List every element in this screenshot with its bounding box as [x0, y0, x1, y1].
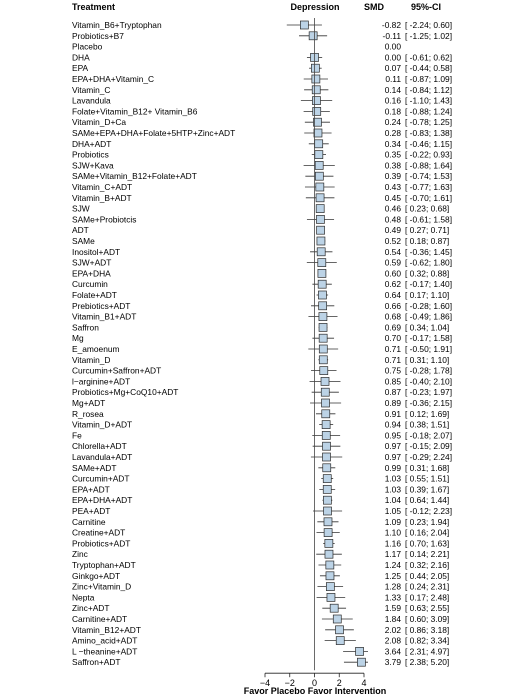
row-ci: [ -1.10; 1.43] — [405, 95, 453, 106]
row-label: Amino_acid+ADT — [72, 635, 138, 646]
row-smd: 3.79 — [384, 657, 401, 668]
row-ci: [ -0.15; 2.09] — [405, 441, 453, 452]
row-label: Lavandula+ADT — [72, 452, 133, 462]
row-label: Vitamin_B1+ADT — [72, 311, 137, 322]
row-label: Saffron+ADT — [72, 657, 121, 668]
x-tick-label: −4 — [259, 678, 271, 689]
row-label: Vitamin_B6+Tryptophan — [72, 20, 162, 30]
row-ci: [ -0.36; 2.15] — [405, 398, 453, 408]
row-smd: 3.64 — [384, 646, 401, 657]
point-estimate-box — [314, 129, 322, 137]
point-estimate-box — [315, 140, 323, 148]
row-ci: [ -0.18; 2.07] — [405, 430, 453, 441]
point-estimate-box — [335, 626, 343, 634]
point-estimate-box — [317, 248, 325, 256]
row-ci: [ 2.38; 5.20] — [405, 657, 450, 668]
row-ci: [ 0.32; 0.88] — [405, 268, 450, 279]
row-smd: 0.14 — [384, 84, 401, 95]
row-smd: 0.69 — [384, 322, 401, 333]
row-label: Fe — [72, 430, 82, 441]
row-smd: 0.91 — [384, 408, 401, 419]
point-estimate-box — [323, 496, 331, 504]
point-estimate-box — [319, 313, 327, 321]
row-ci: [ 0.39; 1.67] — [405, 484, 450, 495]
point-estimate-box — [318, 259, 326, 267]
point-estimate-box — [312, 75, 320, 83]
row-label: SJW — [72, 203, 90, 214]
point-estimate-box — [315, 172, 323, 180]
row-smd: 0.43 — [384, 182, 401, 192]
row-smd: 0.62 — [384, 279, 401, 290]
row-ci: [ -0.40; 2.10] — [405, 376, 453, 387]
row-label: Carnitine — [72, 516, 106, 527]
row-ci: [ 0.14; 2.21] — [405, 549, 450, 560]
row-smd: 0.24 — [384, 117, 401, 128]
row-label: L −theanine+ADT — [72, 646, 138, 657]
point-estimate-box — [326, 561, 334, 569]
point-estimate-box — [336, 637, 344, 645]
row-ci: [ -0.83; 1.38] — [405, 128, 453, 138]
point-estimate-box — [318, 269, 326, 277]
row-ci: [ 0.38; 1.51] — [405, 419, 450, 430]
row-smd: 0.89 — [384, 398, 401, 408]
row-smd: 0.49 — [384, 225, 401, 236]
point-estimate-box — [317, 237, 325, 245]
row-label: Prebiotics+ADT — [72, 300, 131, 311]
row-label: DHA+ADT — [72, 138, 112, 149]
row-ci: [ 0.64; 1.44] — [405, 495, 450, 506]
row-label: SAMe+EPA+DHA+Folate+5HTP+Zinc+ADT — [72, 128, 236, 138]
row-ci: [ -0.49; 1.86] — [405, 311, 453, 322]
point-estimate-box — [311, 64, 319, 72]
row-ci: [ 0.60; 3.09] — [405, 614, 450, 624]
row-smd: 0.60 — [384, 268, 401, 279]
row-ci: [ 0.34; 1.04] — [405, 322, 450, 333]
row-smd: 0.75 — [384, 365, 401, 376]
row-label: l−arginine+ADT — [72, 376, 131, 387]
row-label: Folate+ADT — [72, 290, 117, 300]
row-smd: 0.39 — [384, 171, 401, 182]
row-smd: 1.16 — [384, 538, 401, 549]
row-label: Vitamin_B12+ADT — [72, 624, 141, 635]
row-label: Probiotics — [72, 149, 109, 160]
row-label: Vitamin_D — [72, 354, 111, 365]
row-smd: 0.97 — [384, 441, 401, 452]
row-smd: 0.71 — [384, 344, 401, 354]
row-ci: [ -0.78; 1.25] — [405, 117, 453, 128]
point-estimate-box — [320, 367, 328, 375]
row-smd: 1.84 — [384, 614, 401, 624]
row-label: E_amoenum — [72, 344, 120, 354]
point-estimate-box — [322, 431, 330, 439]
point-estimate-box — [330, 604, 338, 612]
row-label: Vitamin_B+ADT — [72, 192, 132, 203]
row-smd: 0.46 — [384, 203, 401, 214]
row-smd: 0.95 — [384, 430, 401, 441]
row-ci: [ 0.86; 3.18] — [405, 624, 450, 635]
row-ci: [ -1.25; 1.02] — [405, 30, 453, 41]
row-label: EPA+DHA — [72, 268, 111, 279]
row-smd: 0.00 — [384, 41, 401, 52]
point-estimate-box — [315, 161, 323, 169]
row-label: Mg — [72, 333, 84, 344]
row-label: Chlorella+ADT — [72, 441, 127, 452]
point-estimate-box — [357, 658, 365, 666]
row-smd: 0.94 — [384, 419, 401, 430]
row-ci: [ -0.61; 1.58] — [405, 214, 453, 225]
row-ci: [ -0.12; 2.23] — [405, 506, 453, 516]
axis-footer: Favor Placebo Favor Intervention — [243, 686, 387, 696]
row-smd: 1.10 — [384, 527, 401, 538]
row-ci: [ 0.31; 1.10] — [405, 354, 450, 365]
row-label: DHA — [72, 52, 90, 63]
row-label: Saffron — [72, 322, 99, 333]
point-estimate-box — [321, 377, 329, 385]
point-estimate-box — [333, 615, 341, 623]
row-smd: 1.28 — [384, 581, 401, 592]
row-label: Lavandula — [72, 95, 111, 106]
row-label: ADT — [72, 225, 89, 236]
point-estimate-box — [324, 529, 332, 537]
point-estimate-box — [324, 518, 332, 526]
row-label: Tryptophan+ADT — [72, 560, 136, 570]
row-smd: 1.25 — [384, 570, 401, 581]
row-ci: [ 0.17; 2.48] — [405, 592, 450, 603]
row-ci: [ 0.55; 1.51] — [405, 473, 450, 484]
point-estimate-box — [319, 334, 327, 342]
row-smd: 0.87 — [384, 387, 401, 398]
row-smd: -0.11 — [382, 30, 401, 41]
row-label: Zinc — [72, 549, 88, 560]
row-ci: [ -0.88; 1.64] — [405, 160, 453, 171]
point-estimate-box — [325, 550, 333, 558]
row-smd: 2.02 — [384, 624, 401, 635]
row-ci: [ 0.63; 2.55] — [405, 603, 450, 614]
row-smd: 1.59 — [384, 603, 401, 614]
row-ci: [ -0.29; 2.24] — [405, 452, 453, 462]
point-estimate-box — [313, 107, 321, 115]
row-ci: [ -0.50; 1.91] — [405, 344, 453, 354]
point-estimate-box — [318, 280, 326, 288]
row-smd: 0.68 — [384, 311, 401, 322]
row-label: Mg+ADT — [72, 398, 106, 408]
point-estimate-box — [318, 291, 326, 299]
row-ci: [ -2.24; 0.60] — [405, 20, 453, 30]
row-label: EPA — [72, 63, 89, 74]
row-smd: 0.07 — [384, 63, 401, 74]
row-ci: [ -0.74; 1.53] — [405, 171, 453, 182]
row-ci: [ -0.28; 1.78] — [405, 365, 453, 376]
row-label: Zinc+Vitamin_D — [72, 581, 132, 592]
point-estimate-box — [323, 453, 331, 461]
point-estimate-box — [325, 539, 333, 547]
row-ci: [ -0.87; 1.09] — [405, 74, 453, 84]
point-estimate-box — [322, 421, 330, 429]
row-ci: [ -0.77; 1.63] — [405, 182, 453, 192]
row-ci: [ 0.27; 0.71] — [405, 225, 450, 236]
point-estimate-box — [309, 32, 317, 40]
x-tick-label: −2 — [284, 678, 295, 689]
row-smd: 0.97 — [384, 452, 401, 462]
point-estimate-box — [319, 345, 327, 353]
point-estimate-box — [319, 323, 327, 331]
row-smd: -0.82 — [381, 20, 401, 30]
point-estimate-box — [319, 356, 327, 364]
row-label: Ginkgo+ADT — [72, 570, 121, 581]
point-estimate-box — [317, 226, 325, 234]
point-estimate-box — [327, 593, 335, 601]
point-estimate-box — [323, 507, 331, 515]
row-ci: [ -0.46; 1.15] — [405, 138, 453, 149]
row-label: Folate+Vitamin_B12+ Vitamin_B6 — [72, 106, 198, 117]
point-estimate-box — [322, 410, 330, 418]
row-smd: 0.99 — [384, 462, 401, 473]
row-label: SJW+ADT — [72, 257, 112, 268]
forest-rows — [72, 20, 452, 667]
row-smd: 0.64 — [384, 290, 401, 300]
header-ci: 95%-CI — [411, 2, 442, 12]
row-label: Carnitine+ADT — [72, 614, 128, 624]
row-smd: 1.04 — [384, 495, 401, 506]
row-smd: 0.59 — [384, 257, 401, 268]
row-smd: 0.35 — [384, 149, 401, 160]
row-ci: [ 0.24; 2.31] — [405, 581, 450, 592]
row-ci: [ 0.82; 3.34] — [405, 635, 450, 646]
row-smd: 0.16 — [384, 95, 401, 106]
row-label: EPA+DHA+Vitamin_C — [72, 74, 155, 84]
point-estimate-box — [323, 442, 331, 450]
row-label: R_rosea — [72, 408, 104, 419]
row-label: PEA+ADT — [72, 506, 111, 516]
point-estimate-box — [312, 97, 320, 105]
row-smd: 1.09 — [384, 516, 401, 527]
row-ci: [ -0.17; 1.58] — [405, 333, 453, 344]
row-ci: [ -0.28; 1.60] — [405, 300, 453, 311]
row-label: Placebo — [72, 41, 103, 52]
row-label: Probiotics+B7 — [72, 30, 124, 41]
point-estimate-box — [316, 215, 324, 223]
row-label: SJW+Kava — [72, 160, 114, 171]
row-smd: 1.03 — [384, 473, 401, 484]
row-smd: 0.70 — [384, 333, 401, 344]
row-label: EPA+DHA+ADT — [72, 495, 133, 506]
row-smd: 0.45 — [384, 192, 401, 203]
row-ci: [ 0.18; 0.87] — [405, 236, 450, 246]
row-smd: 0.48 — [384, 214, 401, 225]
point-estimate-box — [323, 485, 331, 493]
row-smd: 2.08 — [384, 635, 401, 646]
row-smd: 0.11 — [385, 74, 401, 84]
row-label: Vitamin_C+ADT — [72, 182, 133, 192]
row-ci: [ -0.84; 1.12] — [405, 84, 453, 95]
point-estimate-box — [323, 475, 331, 483]
row-ci: [ 0.12; 1.69] — [405, 408, 450, 419]
row-smd: 0.28 — [384, 128, 401, 138]
row-smd: 0.34 — [384, 138, 401, 149]
row-label: Vitamin_C — [72, 84, 111, 95]
point-estimate-box — [356, 647, 364, 655]
row-ci: [ 0.23; 1.94] — [405, 516, 450, 527]
x-tick-label: 4 — [361, 678, 367, 689]
row-ci: [ -0.88; 1.24] — [405, 106, 453, 117]
point-estimate-box — [316, 183, 324, 191]
header-plot: Depression — [290, 2, 340, 12]
point-estimate-box — [322, 399, 330, 407]
row-smd: 0.54 — [384, 246, 401, 257]
row-ci: [ -0.70; 1.61] — [405, 192, 453, 203]
row-ci: [ -0.36; 1.45] — [405, 246, 453, 257]
row-smd: 1.05 — [384, 506, 401, 516]
row-label: SAMe+ADT — [72, 462, 117, 473]
row-ci: [ -0.61; 0.62] — [405, 52, 453, 63]
row-label: Nepta — [72, 592, 95, 603]
point-estimate-box — [323, 464, 331, 472]
row-label: Probiotics+Mg+CoQ10+ADT — [72, 387, 179, 398]
row-ci: [ -0.23; 1.97] — [405, 387, 453, 398]
x-tick-label: 0 — [311, 678, 318, 689]
row-smd: 0.66 — [384, 300, 401, 311]
row-smd: 1.24 — [384, 560, 401, 570]
row-label: Probiotics+ADT — [72, 538, 131, 549]
row-label: Zinc+ADT — [72, 603, 110, 614]
header-estimate: SMD — [364, 2, 384, 12]
row-smd: 0.85 — [384, 376, 401, 387]
row-label: Inositol+ADT — [72, 246, 121, 257]
row-smd: 0.71 — [384, 354, 401, 365]
row-label: Creatine+ADT — [72, 527, 126, 538]
row-smd: 1.03 — [384, 484, 401, 495]
row-label: Vitamin_D+Ca — [72, 117, 127, 128]
row-smd: 1.17 — [384, 549, 401, 560]
row-label: SAMe+Vitamin_B12+Folate+ADT — [72, 171, 197, 182]
row-label: SAMe+Probiotcis — [72, 214, 137, 225]
row-label: EPA+ADT — [72, 484, 110, 495]
row-ci: [ 0.16; 2.04] — [405, 527, 450, 538]
row-ci: [ -0.17; 1.40] — [405, 279, 453, 290]
point-estimate-box — [319, 302, 327, 310]
row-label: Curcumin+ADT — [72, 473, 130, 484]
point-estimate-box — [326, 572, 334, 580]
row-ci: [ 0.44; 2.05] — [405, 570, 450, 581]
row-ci: [ -0.62; 1.80] — [405, 257, 453, 268]
row-ci: [ 0.23; 0.68] — [405, 203, 450, 214]
point-estimate-box — [315, 151, 323, 159]
row-label: Curcumin — [72, 279, 108, 290]
row-smd: 0.38 — [384, 160, 401, 171]
row-smd: 1.33 — [384, 592, 401, 603]
row-ci: [ 2.31; 4.97] — [405, 646, 450, 657]
point-estimate-box — [312, 86, 320, 94]
row-ci: [ 0.70; 1.63] — [405, 538, 450, 549]
x-tick-label: 2 — [336, 678, 342, 689]
row-ci: [ 0.32; 2.16] — [405, 560, 450, 570]
point-estimate-box — [300, 21, 308, 29]
row-ci: [ -0.22; 0.93] — [405, 149, 453, 160]
row-label: SAMe — [72, 236, 95, 246]
row-ci: [ -0.44; 0.58] — [405, 63, 453, 74]
row-label: Vitamin_D+ADT — [72, 419, 133, 430]
point-estimate-box — [326, 583, 334, 591]
point-estimate-box — [316, 205, 324, 213]
row-ci: [ 0.31; 1.68] — [405, 462, 450, 473]
header-treatment: Treatment — [72, 2, 116, 12]
row-smd: 0.52 — [384, 236, 401, 246]
point-estimate-box — [321, 388, 329, 396]
row-label: Curcumin+Saffron+ADT — [72, 365, 162, 376]
row-ci: [ 0.17; 1.10] — [405, 290, 450, 300]
row-smd: 0.18 — [384, 106, 401, 117]
point-estimate-box — [316, 194, 324, 202]
row-smd: 0.00 — [384, 52, 401, 63]
